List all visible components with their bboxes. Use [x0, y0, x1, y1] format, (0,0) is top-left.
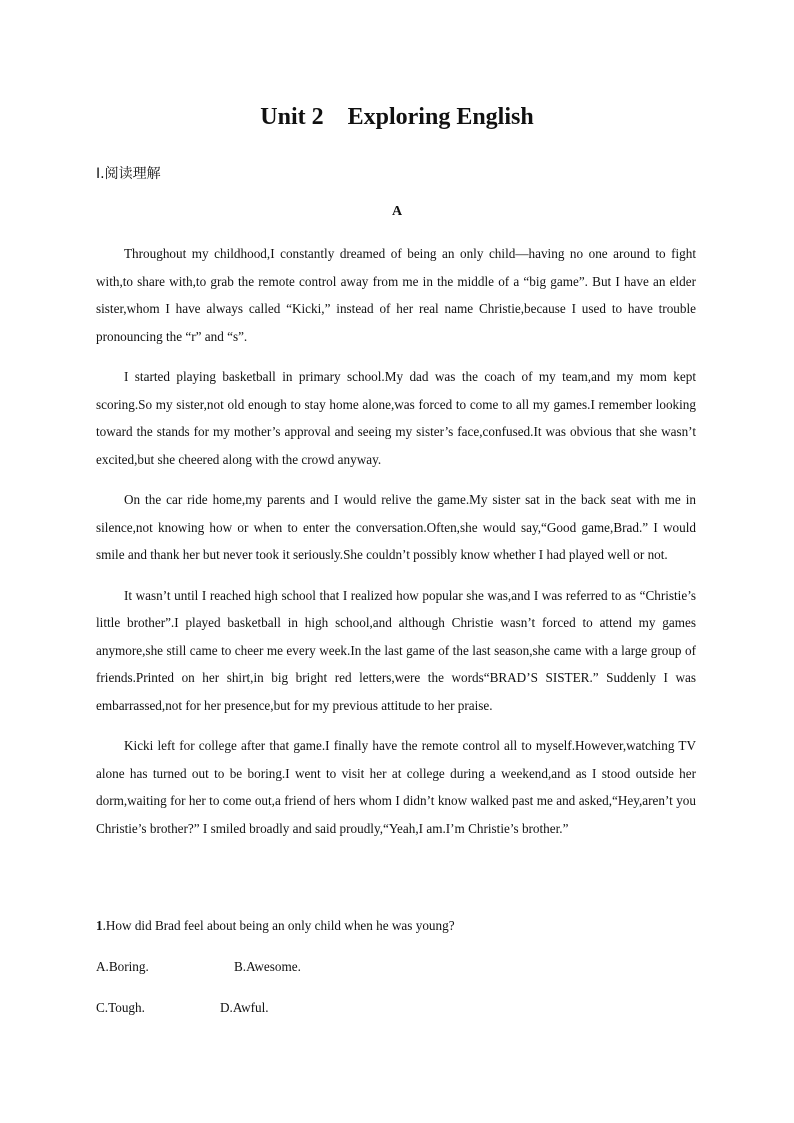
reading-passage [96, 240, 696, 855]
question-stem: .How did Brad feel about being an only child when he was young? [102, 918, 455, 933]
paragraph: It wasn’t until I reached high school that I realized how popular she was,and I was referred to as “Christie’s little brother”.I played basketball in high school,and although Christie wasn’t forced to attend my games anymore,she still came to cheer me every week.In the last game of the last season,she came with a large group of friends.Printed on her shirt,in big bright red letters,were the words“BRAD’S SISTER.” Suddenly I was embarrassed,not for her presence,but for my previous attitude to her praise. [96, 587, 696, 713]
option-b[interactable]: B.Awesome. [234, 959, 301, 974]
paragraph: Kicki left for college after that game.I finally have the remote control all to myself.However,watching TV alone has turned out to be boring.I went to visit her at college during a weekend,and as I stood outside her dorm,waiting for her to come out,a friend of hers whom I didn’t know walked past me and asked,“Hey,aren’t you Christie’s brother?” I smiled broadly and said proudly,“Yeah,I am.I’m Christie’s brother.” [96, 738, 696, 836]
option-d[interactable]: D.Awful. [220, 1000, 269, 1015]
paragraph: On the car ride home,my parents and I would relive the game.My sister sat in the back seat with me in silence,not knowing how or when to enter the conversation.Often,she would say,“Good game,Brad.” I would smile and thank her but never took it seriously.She couldn’t possibly know whether I had played well or not. [96, 492, 696, 562]
paragraph: Throughout my childhood,I constantly dreamed of being an only child—having no one around to fight with,to share with,to grab the remote control away from me in the middle of a “big game”. But I have an elder sister,whom I have always called “Kicki,” instead of her real name Christie,because I used to have trouble pronouncing the “r” and “s”. [96, 246, 696, 344]
passage-label: A [391, 204, 403, 219]
option-c[interactable]: C.Tough. [96, 1000, 145, 1015]
question-number: 1 [96, 918, 103, 933]
option-a[interactable]: A.Boring. [96, 959, 149, 974]
question-1 [96, 918, 455, 934]
section-heading: Ⅰ.阅读理解 [96, 166, 161, 182]
unit-title: Unit 2 Exploring English [260, 104, 534, 130]
paragraph: I started playing basketball in primary school.My dad was the coach of my team,and my mom kept scoring.So my sister,not old enough to stay home alone,was forced to come to all my games.I remember looking toward the stands for my mother’s approval and seeing my sister’s face,confused.It was obvious that she wasn’t excited,but she cheered along with the crowd anyway. [96, 369, 696, 467]
